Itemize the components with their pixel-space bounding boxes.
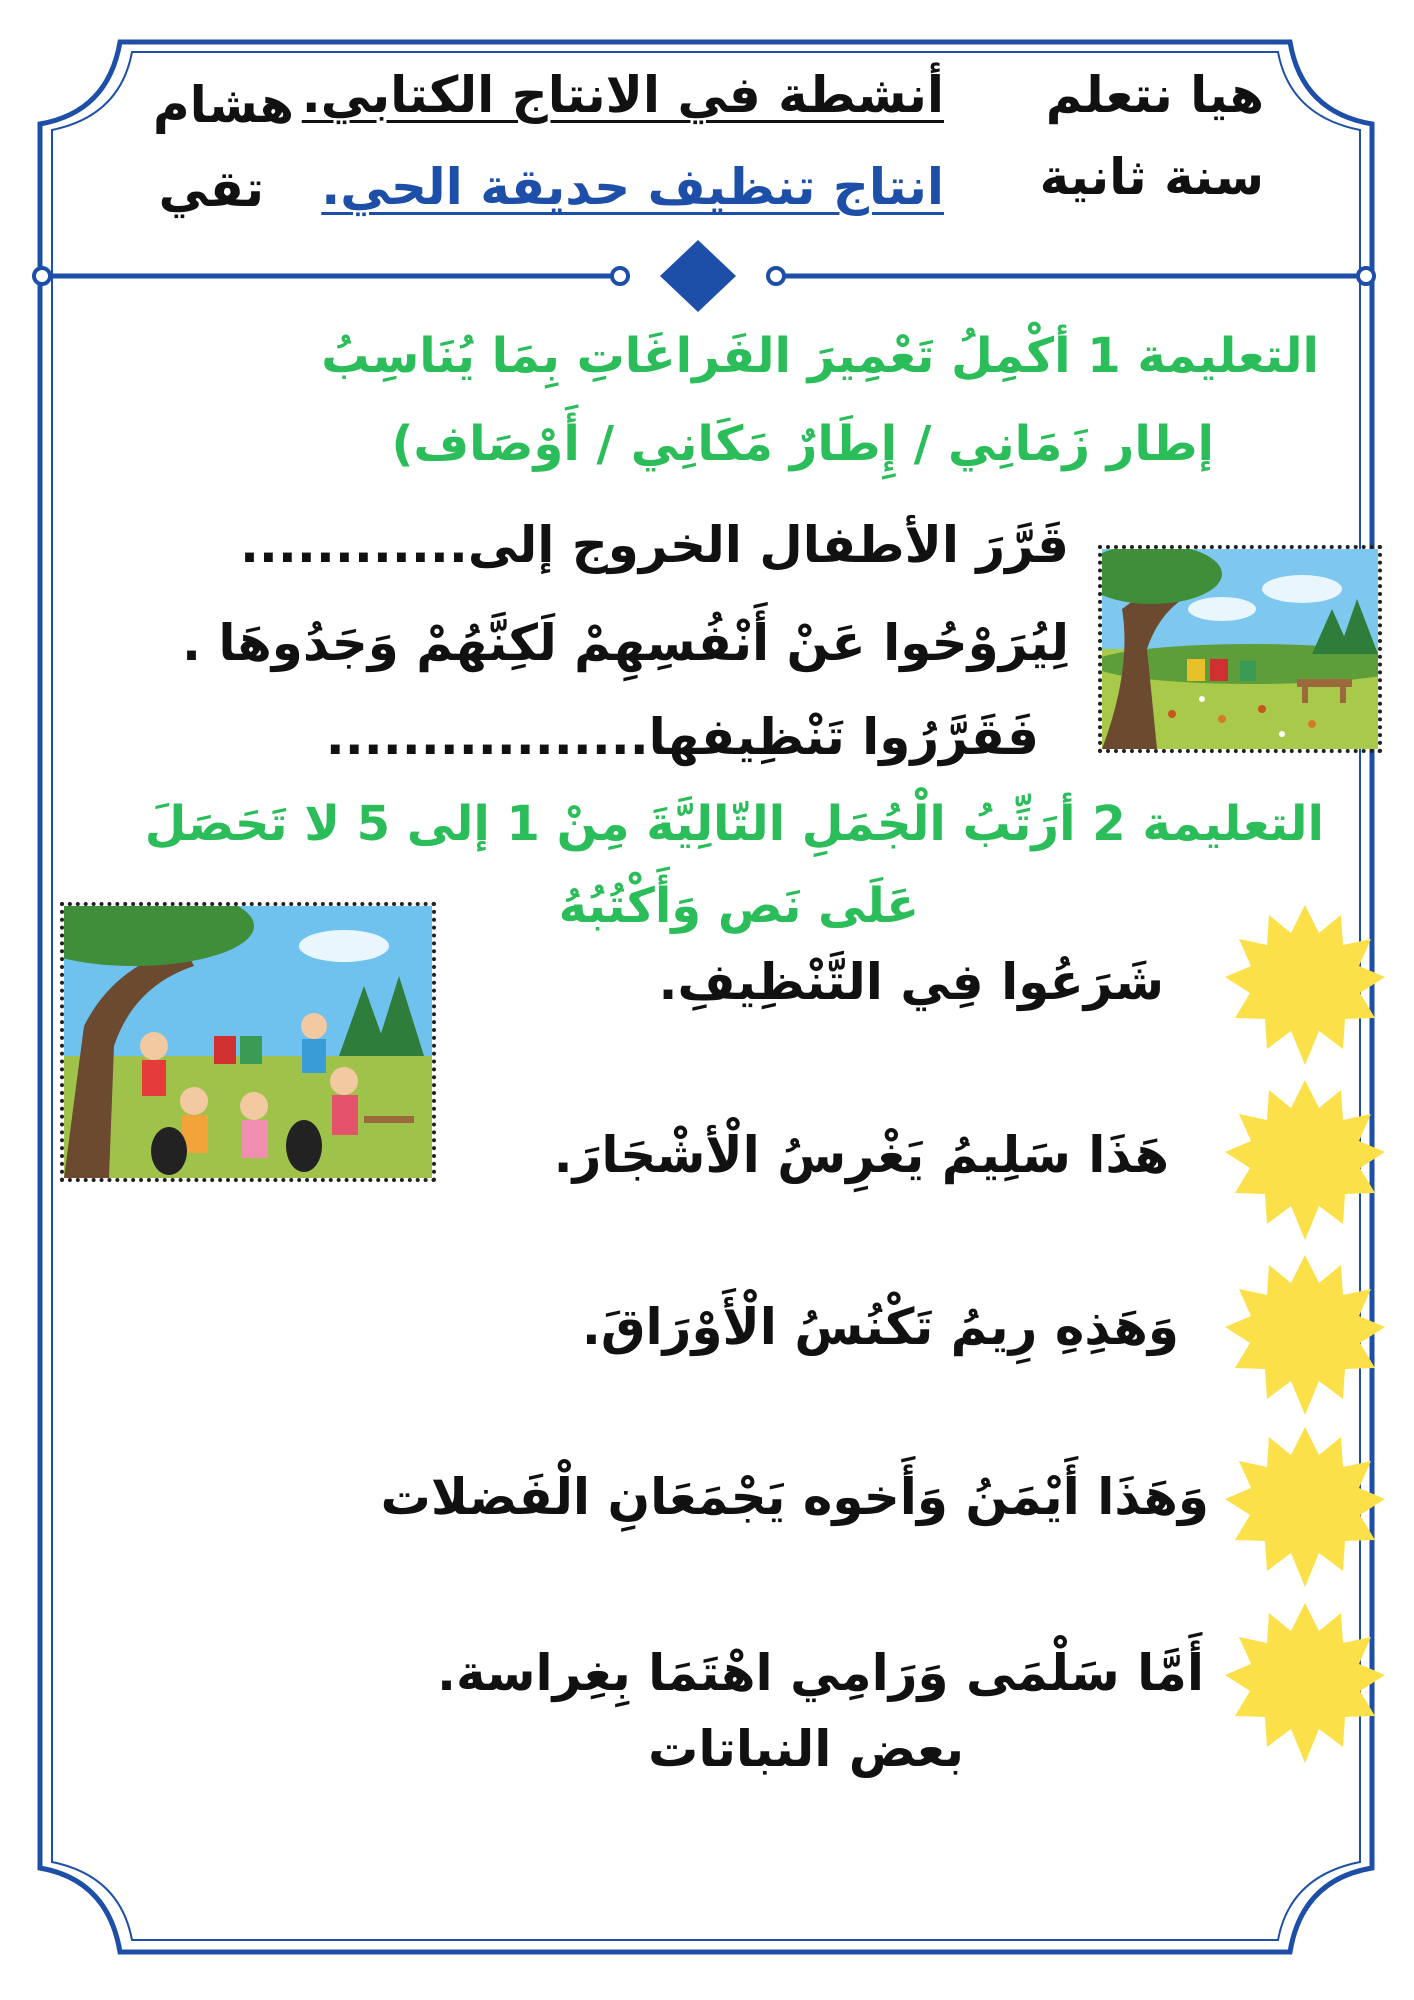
author-last-name: تقي (158, 160, 264, 218)
author-first-name: هشام (153, 76, 294, 134)
header-right-line2: سنة ثانية (1039, 148, 1264, 206)
sun-badge-icon (1220, 1598, 1390, 1768)
instruction-1-line2: إطار زَمَانِي / إِطَارٌ مَكَانِي / أَوْصَاف) (391, 416, 1214, 472)
sun-badge-icon (1220, 1250, 1390, 1420)
header-right-line1: هيا نتعلم (1045, 66, 1264, 124)
exercise-1-line2: لِيُرَوْحُوا عَنْ أَنْفُسِهِمْ لَكِنَّهُمْ وَجَدُوهَا . (181, 614, 1069, 672)
sun-badge-icon (1220, 1422, 1390, 1592)
instruction-2-line1: التعليمة 2 أرَتِّبُ الْجُمَلِ التّالِيَّةَ مِنْ 1 إلى 5 لا تَحَصَلَ (144, 796, 1324, 852)
exercise-1-line3: فَقَرَّرُوا تَنْظِيفها................. (325, 708, 1039, 766)
sun-badge-icon (1220, 1075, 1390, 1245)
sun-badge-icon (1220, 900, 1390, 1070)
littered-park-image (1098, 545, 1382, 753)
sentence-3: وَهَذِهِ رِيمُ تَكْنُسُ الْأَوْرَاقَ. (581, 1298, 1179, 1356)
sentence-5: أَمَّا سَلْمَى وَرَامِي اهْتَمَا بِغِراسة. (437, 1644, 1204, 1702)
children-cleaning-image (60, 902, 436, 1182)
page-title: أنشطة في الانتاج الكتابي. (301, 66, 944, 124)
page-subtitle: انتاج تنظيف حديقة الحي. (321, 158, 944, 216)
sentence-5-continuation: بعض النباتات (648, 1720, 964, 1778)
sentence-2: هَذَا سَلِيمُ يَغْرِسُ الْأشْجَارَ. (553, 1126, 1169, 1184)
exercise-1-line1: قَرَّرَ الأطفال الخروج إلى............ (239, 516, 1069, 574)
sentence-4: وَهَذَا أَيْمَنُ وَأَخوه يَجْمَعَانِ الْفَضلات (380, 1468, 1209, 1526)
instruction-2-line2: عَلَى نَص وَأَكْتُبُهُ (558, 878, 919, 934)
diamond-divider-icon (34, 240, 1374, 312)
instruction-1-line1: التعليمة 1 أكْمِلُ تَعْمِيرَ الفَراغَاتِ بِمَا يُنَاسِبُ (321, 328, 1319, 384)
sentence-1: شَرَعُوا فِي التَّنْظِيفِ. (658, 953, 1164, 1011)
